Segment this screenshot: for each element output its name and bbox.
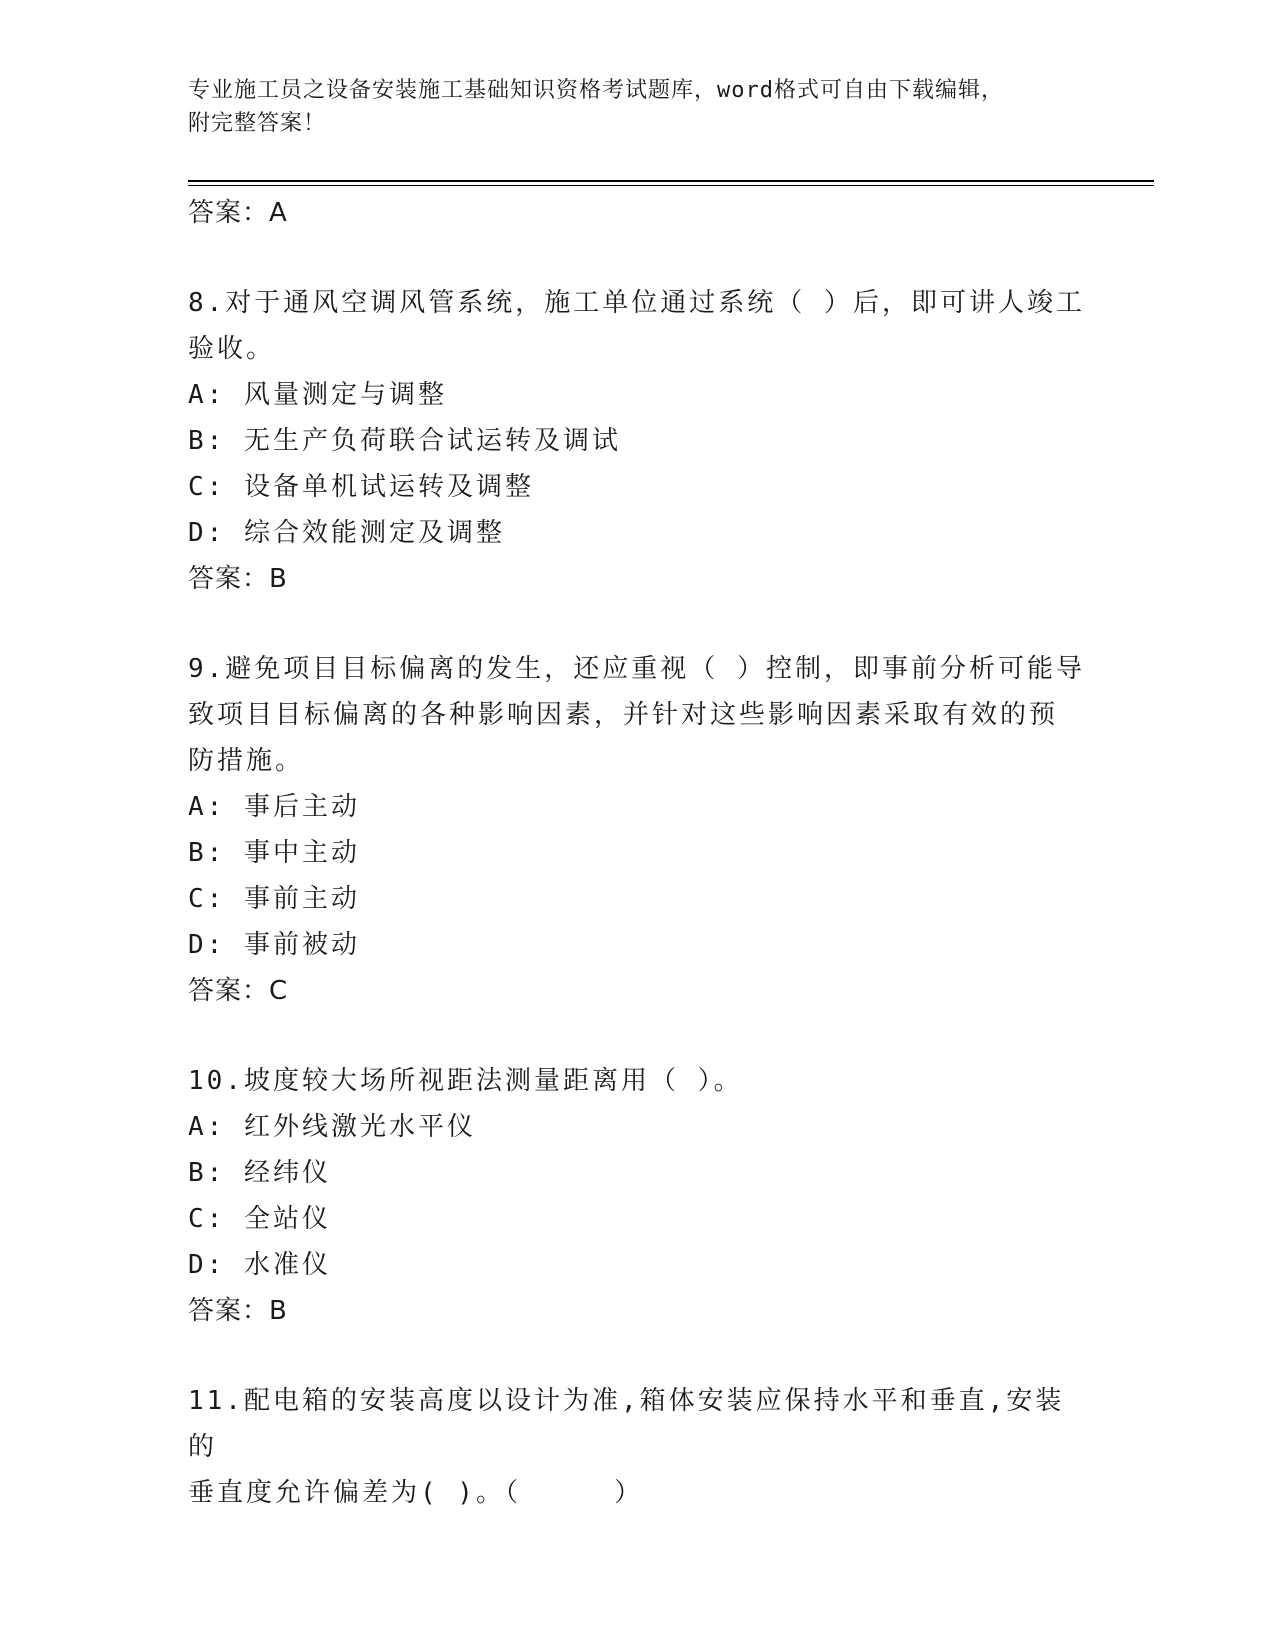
question-stem-line: 8.对于通风空调风管系统，施工单位通过系统（ ）后，即可讲人竣工 [188, 288, 1085, 318]
option-list [188, 1104, 1088, 1288]
option-b: B: 无生产负荷联合试运转及调试 [188, 426, 621, 456]
question-10 [188, 1058, 1088, 1334]
option-d: D: 水准仪 [188, 1250, 331, 1280]
header-line-2: 附完整答案！ [188, 111, 327, 136]
question-stem-line: 10.坡度较大场所视距法测量距离用（ ）。 [188, 1066, 743, 1096]
question-stem-line: 验收。 [188, 334, 276, 364]
option-list [188, 784, 1088, 968]
question-stem-line: 致项目目标偏离的各种影响因素，并针对这些影响因素采取有效的预 [188, 700, 1059, 730]
question-11 [188, 1378, 1088, 1516]
question-stem-line: 9.避免项目目标偏离的发生，还应重视（ ）控制，即事前分析可能导 [188, 654, 1085, 684]
option-a: A: 事后主动 [188, 792, 360, 822]
option-c: C: 设备单机试运转及调整 [188, 472, 534, 502]
question-stem-line: 11.配电箱的安装高度以设计为准,箱体安装应保持水平和垂直,安装的 [188, 1386, 1065, 1462]
option-b: B: 经纬仪 [188, 1158, 331, 1188]
answer-label: 答案：C [188, 976, 289, 1006]
question-9 [188, 646, 1088, 1014]
header-line-1: 专业施工员之设备安装施工基础知识资格考试题库，word格式可自由下载编辑， [188, 78, 1004, 103]
question-8 [188, 280, 1088, 602]
document-header [188, 74, 1068, 140]
previous-answer: 答案：A [188, 198, 288, 228]
option-d: D: 综合效能测定及调整 [188, 518, 505, 548]
answer-label: 答案：B [188, 1296, 288, 1326]
question-stem-line: 垂直度允许偏差为( )。（ ） [188, 1478, 644, 1508]
option-list [188, 372, 1088, 556]
header-divider-thick [188, 180, 1154, 182]
option-c: C: 全站仪 [188, 1204, 331, 1234]
option-b: B: 事中主动 [188, 838, 360, 868]
header-divider-thin [188, 185, 1154, 186]
answer-label: 答案：B [188, 564, 288, 594]
option-d: D: 事前被动 [188, 930, 360, 960]
option-c: C: 事前主动 [188, 884, 360, 914]
option-a: A: 风量测定与调整 [188, 380, 447, 410]
option-a: A: 红外线激光水平仪 [188, 1112, 476, 1142]
question-stem-line: 防措施。 [188, 746, 305, 776]
question-list [188, 190, 1088, 1516]
